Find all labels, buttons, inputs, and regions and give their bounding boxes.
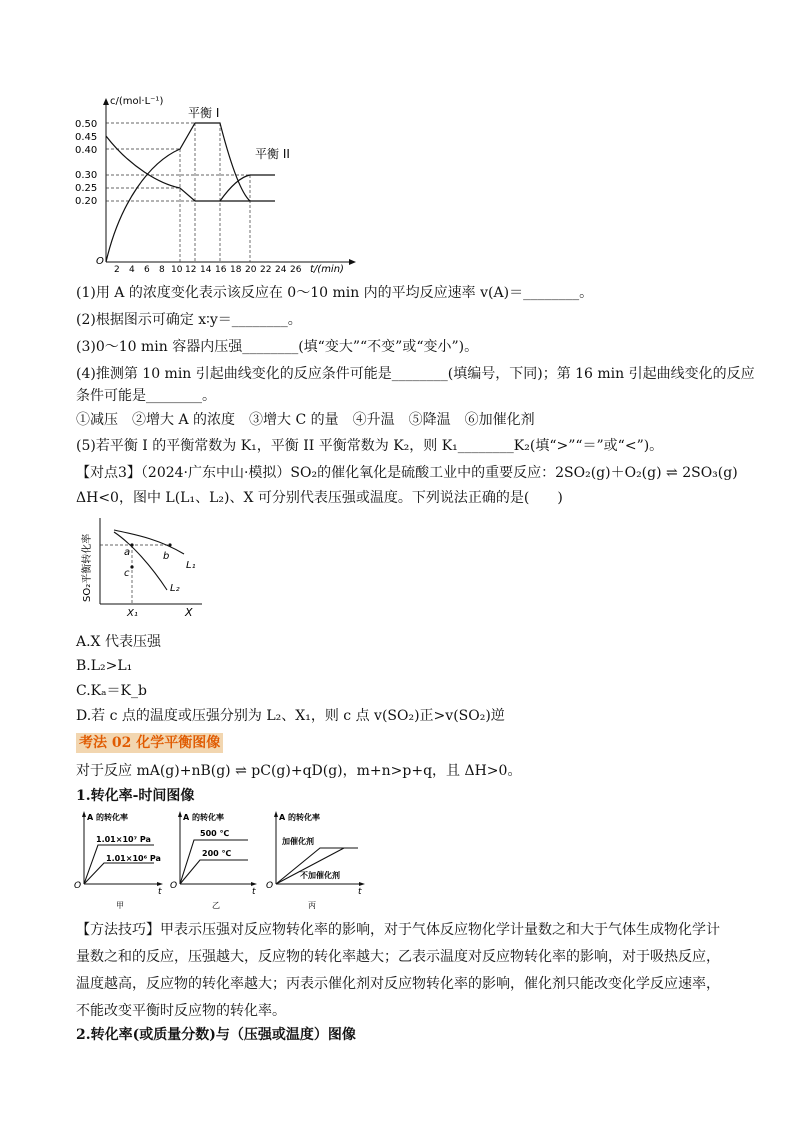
svg-text:不加催化剂: 不加催化剂 [300, 871, 340, 880]
method-tip: 【方法技巧】甲表示压强对反应物转化率的影响，对于气体反应物化学计量数之和大于气体生成物化学计量数之和的反应，压强越大，反应物的转化率越大；乙表示温度对反应物转化率的影响，对于吸热反应，温度越高，反应物的转化率越大；丙表示催化剂对反应物转化率的影响，催化剂只能改变化学反应速率，不能改变平衡时反应物的转化率。 [76, 922, 720, 1019]
point-a-label: a [124, 547, 131, 558]
curve-rising [106, 123, 250, 262]
question-5: (5)若平衡 I 的平衡常数为 K₁，平衡 II 平衡常数为 K₂，则 K₁________K₂(填“>”“＝”或“<”)。 [76, 438, 664, 454]
x1-label: X₁ [127, 608, 138, 619]
guide-lines [106, 123, 250, 262]
heading-2: 2.转化率(或质量分数)与（压强或温度）图像 [76, 1027, 356, 1043]
question-4-options: ①减压 ②增大 A 的浓度 ③增大 C 的量 ④升温 ⑤降温 ⑥加催化剂 [76, 412, 535, 428]
chart-bing [266, 811, 365, 910]
chart-jia [74, 811, 163, 910]
section-intro: 对于反应 mA(g)+nB(g) ⇌ pC(g)+qD(g)，m+n>p+q，且 ΔH>0。 [76, 763, 522, 779]
svg-text:500 ℃: 500 ℃ [200, 829, 230, 838]
point-c-label: c [124, 568, 130, 579]
svg-text:A 的转化率: A 的转化率 [87, 813, 128, 822]
origin-label: O [96, 256, 104, 267]
svg-text:8: 8 [159, 265, 165, 275]
svg-text:24: 24 [275, 265, 287, 275]
question-1: (1)用 A 的浓度变化表示该反应在 0～10 min 内的平均反应速率 v(A)＝________。 [76, 285, 594, 301]
point-b-label: b [163, 551, 170, 562]
svg-text:t: t [358, 887, 362, 897]
svg-text:丙: 丙 [308, 901, 316, 910]
y-tick-045: 0.45 [75, 132, 98, 143]
svg-text:加催化剂: 加催化剂 [282, 837, 314, 846]
x-axis-label: X [185, 606, 193, 619]
svg-text:16: 16 [215, 265, 227, 275]
svg-text:1.01×10⁷ Pa: 1.01×10⁷ Pa [96, 835, 151, 844]
svg-text:22: 22 [260, 265, 272, 275]
svg-text:1.01×10⁶ Pa: 1.01×10⁶ Pa [106, 854, 161, 863]
svg-text:10: 10 [171, 265, 183, 275]
conversion-time-charts [72, 808, 372, 910]
y-axis-label: c/(mol·L⁻¹) [110, 96, 164, 107]
point-a-marker [130, 543, 133, 546]
so2-conversion-chart [72, 512, 212, 620]
y-axis-label: SO₂平衡转化率 [82, 533, 93, 602]
duidian3-line2: ΔH<0，图中 L(L₁、L₂)、X 可分别代表压强或温度。下列说法正确的是( ) [76, 490, 563, 506]
svg-text:乙: 乙 [212, 901, 220, 910]
y-tick-050: 0.50 [75, 119, 98, 130]
svg-text:20: 20 [245, 265, 257, 275]
svg-text:t: t [158, 887, 162, 897]
y-tick-020: 0.20 [75, 196, 98, 207]
guide-lines [100, 545, 170, 604]
svg-text:6: 6 [144, 265, 150, 275]
svg-text:12: 12 [185, 265, 197, 275]
question-4-line1: (4)推测第 10 min 引起曲线变化的反应条件可能是________(填编号，下同)；第 16 min 引起曲线变化的反应 [76, 366, 755, 382]
svg-text:26: 26 [290, 265, 302, 275]
point-b-marker [168, 543, 171, 546]
label-equilibrium-1: 平衡 I [188, 106, 220, 120]
y-tick-040: 0.40 [75, 145, 98, 156]
svg-text:A 的转化率: A 的转化率 [183, 813, 224, 822]
conversion-curves [114, 530, 184, 590]
svg-text:O: O [170, 881, 178, 891]
duidian3-line1: 【对点3】（2024·广东中山·模拟）SO₂的催化氧化是硫酸工业中的重要反应：2SO₂(g)＋O₂(g) ⇌ 2SO₃(g) [76, 465, 738, 481]
heading-1: 1.转化率-时间图像 [76, 788, 195, 804]
svg-text:O: O [74, 881, 82, 891]
section-title: 考法 02 化学平衡图像 [76, 733, 223, 753]
y-tick-030: 0.30 [75, 170, 98, 181]
point-c-marker [130, 565, 133, 568]
svg-text:甲: 甲 [116, 901, 124, 910]
y-axis-arrow [103, 98, 109, 105]
curve-L2 [114, 532, 170, 590]
svg-text:18: 18 [230, 265, 242, 275]
svg-text:200 ℃: 200 ℃ [202, 849, 232, 858]
question-4-line2: 条件可能是________。 [76, 388, 216, 404]
choice-B: B.L₂>L₁ [76, 658, 133, 674]
svg-text:14: 14 [200, 265, 212, 275]
x-tick-labels [114, 265, 302, 275]
curve-L2-label: L₂ [170, 583, 180, 594]
x-axis-arrow [349, 259, 356, 265]
concentration-time-chart [70, 92, 370, 277]
svg-text:2: 2 [114, 265, 120, 275]
choice-A: A.X 代表压强 [76, 634, 161, 650]
label-equilibrium-2: 平衡 II [255, 147, 290, 161]
choice-C: C.Kₐ＝K_b [76, 683, 147, 699]
y-tick-025: 0.25 [75, 183, 98, 194]
svg-text:t: t [252, 887, 256, 897]
svg-text:4: 4 [129, 265, 135, 275]
question-3: (3)0～10 min 容器内压强________(填“变大”“不变”或“变小”)。 [76, 339, 479, 355]
y-tick-labels [75, 119, 97, 207]
question-2: (2)根据图示可确定 x∶y＝________。 [76, 312, 302, 328]
svg-text:A 的转化率: A 的转化率 [279, 813, 320, 822]
chart-yi [170, 811, 257, 910]
choice-D: D.若 c 点的温度或压强分别为 L₂、X₁，则 c 点 v(SO₂)正>v(SO₂)逆 [76, 708, 505, 724]
svg-text:O: O [266, 881, 274, 891]
x-axis-label: t/(min) [310, 264, 344, 275]
curve-L1-label: L₁ [186, 560, 196, 571]
